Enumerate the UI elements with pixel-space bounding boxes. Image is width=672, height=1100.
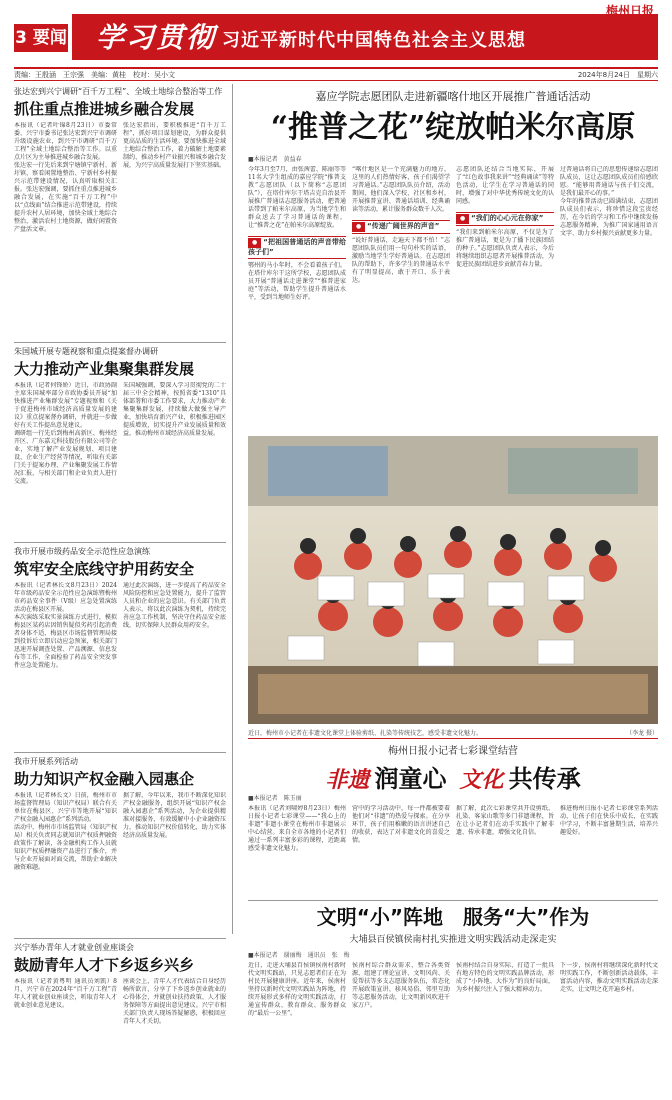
main-subhead-2: “传递广阔世界的声音” bbox=[367, 222, 440, 230]
bottom-subhead: 大埔县百侯镇侯南村扎实推进文明实践活动走深走实 bbox=[349, 935, 557, 945]
calligraphy-title: 学习贯彻 bbox=[96, 21, 217, 54]
column-divider bbox=[232, 84, 233, 934]
article-2-headline: 大力推动产业集聚集群发展 bbox=[14, 360, 195, 378]
article-1-para2: 张达宏一行先后来到宁塘镇宁新村、新圩镇，察看闲置地整治、宁新村乡村振兴示范带建设情况，认真听取相关汇报。张达宏强调，要抓住重点推进城乡融合发展，在实施“百千万工程”中以“点线面”结合推进示范带建设，持续提升农村人居环境，加快全域土地综合整治，激活农村土地资源，做好闲置资产盘活文章。 bbox=[14, 162, 117, 233]
issue-date: 2024年8月24日 星期六 bbox=[577, 71, 658, 79]
divider bbox=[248, 900, 658, 901]
article-4-headline: 助力知识产权金融入园惠企 bbox=[14, 770, 195, 788]
mid-kicker: 梅州日报小记者七彩课堂结营 bbox=[388, 746, 518, 757]
article-1 bbox=[14, 86, 226, 310]
article-3 bbox=[14, 546, 226, 758]
bottom-col1: 近日，走进大埔县百侯镇侯南村新时代文明实践站，只见志愿者们正在为村民开展健康讲座。近年来，侯南村坚持以新时代文明实践站为阵地，持续开展形式多样的文明实践活动，打通宣传群众、教育群众、服务群众的“最后一公里”。 bbox=[248, 962, 346, 1017]
bottom-article bbox=[248, 904, 658, 1100]
newspaper-logo: 梅州日报 bbox=[605, 4, 654, 18]
main-col3-text: 志愿团队还结合当地实际，开展了“红色故事我来讲”“经典诵读”等特色活动，让学生在学习普通话的同时，增强了对中华优秀传统文化的认同感。 bbox=[456, 166, 554, 205]
header-slogan: 习近平新时代中国特色社会主义思想 bbox=[222, 30, 526, 51]
bottom-col3: 侯南村结合自身实际，打造了一批具有地方特色的文明实践品牌活动，形成了“小阵地、大作为”的良好局面，为乡村振兴注入了强大精神动力。 bbox=[456, 962, 554, 993]
article-4-para2: 活动中，梅州市市场监管局（知识产权局）相关负责同志就知识产权质押融资政策作了解读，各金融机构工作人员就知识产权质押融资产品进行了推介，并与企业开展面对面交流，帮助企业解决融资难题。 bbox=[14, 824, 117, 871]
article-2-body-col1 bbox=[14, 382, 117, 542]
main-col4 bbox=[560, 166, 658, 434]
main-col2-text: “喀什地区是一个充满魅力的地方，这里的人们热情好客，孩子们渴望学习普通话。”志愿团队队员介绍，活动期间，他们深入学校、社区和乡村，开展推普宣讲、普通话培训、经典诵读等活动，累计服务群众数千人次。 bbox=[352, 166, 450, 213]
photo-caption-block bbox=[248, 728, 658, 737]
main-subhead-1: “把祖国普通话的声音带给孩子们” bbox=[248, 238, 346, 256]
main-col1b-text: 鄂州的马小年时，不会看着孩子们。在塔什库尔干这所学校，志愿团队成员开展“普通话走进课堂”“推普进家庭”等活动，帮助学生提升普通话水平，受到当地师生好评。 bbox=[248, 262, 346, 301]
main-col1 bbox=[248, 166, 346, 434]
bottom-col4: 下一步，侯南村将继续深化新时代文明实践工作，不断创新活动载体，丰富活动内容，推动文明实践活动走深走实，让文明之花开遍乡村。 bbox=[560, 962, 658, 993]
article-5 bbox=[14, 942, 226, 1090]
divider bbox=[14, 752, 226, 753]
article-2-para1: 本报讯（记者何锋娇）近日，市政协副主席朱国城率部分市政协委员开展“加快推进产业集群发展”专题视察和《关于促进梅州市域经济高质量发展的建议》重点提案督办调研，并就进一步做好有关工作提出意见建议。 bbox=[14, 382, 117, 429]
main-article bbox=[248, 88, 658, 434]
article-4-body-col2 bbox=[123, 792, 226, 936]
article-2-kicker: 朱国城开展专题视察和重点提案督办调研 bbox=[14, 347, 158, 356]
article-3-para3: 通过此次演练，进一步提高了药品安全风险防控和应急处置能力，提升了监管人员和企业的应急意识。有关部门负责人表示，将以此次演练为契机，持续完善应急工作机制，坚决守住药品安全底线，切实保障人民群众用药安全。 bbox=[123, 582, 226, 629]
main-kicker: 嘉应学院志愿团队走进新疆喀什地区开展推广普通话活动 bbox=[315, 90, 591, 103]
article-5-body-col2 bbox=[123, 978, 226, 1090]
divider bbox=[14, 542, 226, 543]
mid-col1: 本报讯（记者刘啸婷8月23日）梅州日报小记者七彩课堂——“我心上的非遗”非遗小课堂在梅州市非遗展示中心结营。来自全市各地的小记者们通过一系列丰富多彩的课程，近距离感受非遗文化魅力。 bbox=[248, 805, 346, 852]
main-col3b-text: “我们来到帕米尔高原，不仅是为了推广普通话，更是为了播下民族团结的种子。”志愿团队负责人表示，今后将继续组织志愿者开展推普活动，为促进民族团结进步贡献青春力量。 bbox=[456, 229, 554, 268]
main-col4-text: 过普通话将自己的思想传递给志愿团队成员，这让志愿团队成员们倍感欣慰。“能够用普通话与孩子们交流，是我们最开心的事。” bbox=[560, 166, 658, 197]
article-4-para1: 本报讯（记者林长文）日前，梅州市市场监督管理局（知识产权局）联合有关单位在梅县区、兴宁市等地开展“知识产权金融入园惠企”系列活动。 bbox=[14, 792, 117, 823]
main-col3 bbox=[456, 166, 554, 434]
bottom-col2: 侯南村综合群众需求，整合各类资源，组建了理论宣讲、文明风尚、关爱帮扶等多支志愿服务队伍，常态化开展政策宣讲、移风易俗、邻里互助等志愿服务活动，让文明新风吹进千家万户。 bbox=[352, 962, 450, 1009]
divider bbox=[248, 738, 658, 739]
mid-headline-b: 润童心 bbox=[374, 765, 447, 793]
article-2-body-col2 bbox=[123, 382, 226, 542]
photo-credit: （李龙 摄） bbox=[626, 730, 658, 737]
editor-credits: 责编：王殷涵 王宗强 美编：黄桂 校对：吴小文 bbox=[14, 71, 175, 79]
article-4-kicker: 我市开展系列活动 bbox=[14, 757, 78, 766]
mid-col2: 营中的学习活动中，每一件都被要着他们对“非遗”的热爱与探索。在分享环节，孩子们用稚嫩的语言讲述自己的收获，表达了对非遗文化的喜爱之情。 bbox=[352, 805, 450, 844]
mid-headline-a: 非遗 bbox=[325, 767, 370, 793]
main-col2b-text: “说好普通话，走遍天下都不怕！”志愿团队队员们用一句句朴实的话语，激励当地学生学好普通话。在志愿团队的帮助下，许多学生的普通话水平有了明显提高，敢于开口、乐于表达。 bbox=[352, 237, 450, 284]
article-4-body-col1 bbox=[14, 792, 117, 936]
article-1-body-col1 bbox=[14, 122, 117, 310]
article-2-para2: 调研组一行先后到梅州高新区、梅州经开区、广东嘉元科技股份有限公司等企业，实地了解产业发展规划、项目建设、企业生产经营等情况，听取有关部门关于提案办理、产业集聚发展工作情况汇报，与相关部门和企业负责人进行交流。 bbox=[14, 430, 117, 485]
mid-col3: 据了解，此次七彩课堂共开设剪纸、扎染、客家山歌等多门非遗课程，旨在让小记者们在动手实践中了解非遗、传承非遗，增强文化自信。 bbox=[456, 805, 554, 836]
editor-bar bbox=[14, 67, 658, 81]
article-5-para1: 本报讯（记者黄粤明 通讯员刘凯）8月，兴宁市在2024年“百千万工程”青年人才就业创业座谈会，听取青年人才就业创业意见建议。 bbox=[14, 978, 117, 1009]
article-4 bbox=[14, 756, 226, 936]
article-5-kicker: 兴宁举办青年人才就业创业座谈会 bbox=[14, 943, 134, 952]
mid-col4: 推进梅州日报小记者七彩课堂系列活动，让孩子们在快乐中成长，在实践中学习，不断丰富暑期生活，培养兴趣爱好。 bbox=[560, 805, 658, 836]
mid-byline: ■本报记者 陈玉丽 bbox=[248, 795, 302, 802]
news-photo bbox=[248, 436, 658, 724]
bottom-headline: 文明“小”阵地 服务“大”作为 bbox=[316, 905, 590, 929]
divider bbox=[14, 342, 226, 343]
article-3-para1: 本报讯（记者林长文8月23日）2024年市级药品安全示范性应急演练暨梅州市药品安全事件（V级）应急处置演练活动在梅县区开展。 bbox=[14, 582, 117, 613]
article-3-para2: 本次演练采取实景演练方式进行，模拟梅县区某药店因销售疑似劣药引起消费者身体不适，梅县区市场监督管理局接到投诉后立即启动应急预案，相关部门迅速开展调查处置、产品溯源、信息发布等工作，全面检验了药品安全突发事件应急处置能力。 bbox=[14, 614, 117, 669]
mid-headline-c: 文化 bbox=[459, 767, 504, 793]
article-3-kicker: 我市开展市级药品安全示范性应急演练 bbox=[14, 547, 150, 556]
article-1-para1: 本报讯（记者叶锦8月23日）市委常委、兴宁市委书记张达宏到兴宁市调研升级设施农业，到兴宁市调研“百千万工程”全域土地综合整治等工作。以重点片区为主导推进城乡融合发展。 bbox=[14, 122, 117, 161]
article-5-headline: 鼓励青年人才下乡返乡兴乡 bbox=[14, 956, 195, 974]
article-2-para3: 朱国城强调，要深入学习贯彻党的二十届三中全会精神，按照省委“1310”具体部署和市委工作要求，大力推动产业集聚集群发展，持续做大做强主导产业，加快培育新兴产业，积极推进园区提质增效，切实提升产业发展质量和效益，推动梅州市域经济高质量发展。 bbox=[123, 382, 226, 437]
article-5-para2: 座谈会上，青年人才代表结合自身经历畅所欲言，分享了下乡返乡创业就业的心得体会，并就创业扶持政策、人才服务保障等方面提出意见建议。兴宁市相关部门负责人现场答疑解惑，积极回应青年人才关切。 bbox=[123, 978, 226, 1025]
page-number-badge: 3 要闻 bbox=[14, 24, 68, 52]
section-tag: ● bbox=[352, 222, 365, 232]
mid-article bbox=[248, 742, 658, 901]
article-1-para3: 张达宏指出，要积极推进“百千万工程”，抓好项目谋划建设，为群众提供更高品质的生活环境。要加快推进全域土地综合整治工作，着力破解土地要素制约，推动乡村产业振兴和城乡融合发展，为兴宁高质量发展打下坚实基础。 bbox=[123, 122, 226, 169]
article-5-body-col1 bbox=[14, 978, 117, 1090]
photo-caption: 近日，梅州市小记者在非遗文化课堂上体验剪纸、扎染等传统技艺，感受非遗文化魅力。 bbox=[248, 730, 483, 737]
article-1-kicker: 张达宏到兴宁调研“百千万工程”、全域土地综合整治等工作 bbox=[14, 87, 223, 96]
section-tag: ● bbox=[248, 238, 261, 248]
article-3-body-col1 bbox=[14, 582, 117, 758]
mid-headline-d: 共传承 bbox=[508, 765, 581, 793]
article-3-headline: 筑牢安全底线守护用药安全 bbox=[14, 560, 195, 578]
section-tag: ● bbox=[456, 214, 469, 224]
article-4-para3: 据了解，今年以来，我市不断深化知识产权金融服务，组织开展“知识产权金融入园惠企”系列活动，为企业提供精准对接服务，有效缓解中小企业融资压力，推动知识产权价值转化，助力实体经济高质量发展。 bbox=[123, 792, 226, 839]
main-col2 bbox=[352, 166, 450, 434]
article-3-body-col2 bbox=[123, 582, 226, 758]
divider bbox=[14, 938, 226, 939]
bottom-byline: ■本报记者 谢丽梅 通讯员 张 梅 bbox=[248, 952, 350, 959]
page-header bbox=[0, 0, 672, 66]
main-byline: ■本报记者 黄益春 bbox=[248, 156, 302, 163]
mid-headline bbox=[248, 759, 658, 793]
main-headline: “推普之花”绽放帕米尔高原 bbox=[270, 110, 636, 145]
article-1-headline: 抓住重点推进城乡融合发展 bbox=[14, 100, 195, 118]
article-1-body-col2 bbox=[123, 122, 226, 310]
article-2 bbox=[14, 346, 226, 542]
photo-children-classroom bbox=[248, 436, 658, 724]
main-subhead-3: “我们的心心元在你家” bbox=[471, 214, 544, 222]
main-col4b-text: 今年的推普活动已圆满结束，志愿团队成员们表示，将珍惜这段宝贵经历，在今后的学习和工作中继续发扬志愿服务精神，为推广国家通用语言文字、助力乡村振兴贡献更多力量。 bbox=[560, 198, 658, 237]
main-col1-text: 今年3月至7月，由张茜蕾、陈丽等等11名大学生组成的嘉应学院“推普支教”志愿团队（以下简称“志愿团队”），在塔什库尔干塔吉克自治县开展推广普通话志愿服务活动，把普通话带到了帕米尔高原，为当地学生和群众送去了学习普通话的课程，让“推普之花”在帕米尔高原绽放。 bbox=[248, 166, 346, 229]
